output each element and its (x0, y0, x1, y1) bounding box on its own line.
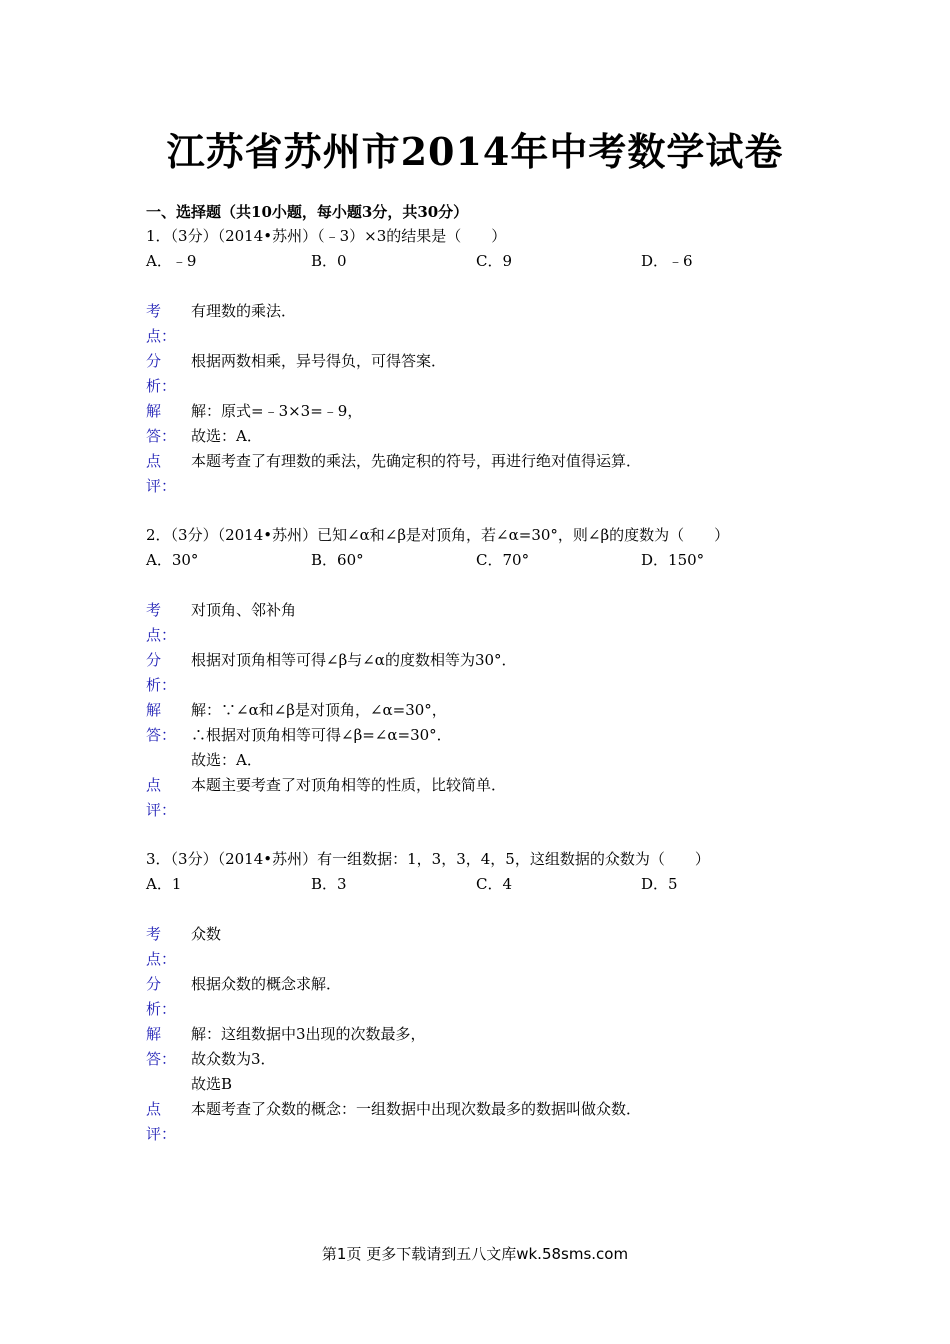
option-d: D．5 (641, 875, 678, 893)
block-label: 分 析： (146, 352, 177, 395)
option-a: A．1 (146, 875, 182, 893)
option-c: C．9 (476, 252, 513, 270)
block-text: 本题考查了有理数的乘法，先确定积的符号，再进行绝对值得运算． (191, 452, 642, 470)
option-b: B．60° (311, 551, 364, 569)
kaodian-block (146, 598, 846, 648)
fenxi-block (146, 349, 846, 399)
block-label: 解 答： (146, 701, 177, 744)
block-label: 解 答： (146, 402, 177, 445)
option-b: B．0 (311, 252, 347, 270)
block-label: 解 答： (146, 1025, 177, 1068)
block-text: ∴根据对顶角相等可得∠β=∠α=30°． (191, 726, 452, 744)
option-c: C．4 (476, 875, 513, 893)
question-3 (146, 847, 846, 1147)
kaodian-block (146, 299, 846, 349)
page-title: 江苏省苏州市2014年中考数学试卷 (166, 129, 784, 174)
block-text: 解：∵∠α和∠β是对顶角，∠α=30°， (191, 701, 447, 719)
fenxi-block (146, 648, 846, 698)
block-label: 考 点： (146, 302, 177, 345)
block-label: 点 评： (146, 452, 177, 495)
question-stem: 3．（3分）（2014•苏州）有一组数据：1，3，3，4，5，这组数据的众数为（ ） (146, 850, 710, 868)
block-text: 故众数为3． (191, 1050, 276, 1068)
options (146, 548, 846, 573)
dianping-block (146, 773, 846, 823)
block-text: 对顶角、邻补角 (191, 601, 297, 619)
block-text: 根据两数相乘，异号得负，可得答案． (191, 352, 447, 370)
option-a: A．30° (146, 551, 199, 569)
question-2 (146, 523, 846, 823)
question-stem: 1．（3分）（2014•苏州）（﹣3）×3的结果是（ ） (146, 227, 507, 245)
section-heading: 一、选择题（共10小题，每小题3分，共30分） (146, 203, 469, 221)
block-label: 分 析： (146, 975, 177, 1018)
page-footer: 第1页 更多下载请到五八文库wk.58sms.com (321, 1245, 629, 1263)
jieda-block (146, 399, 846, 449)
block-label: 点 评： (146, 776, 177, 819)
kaodian-block (146, 922, 846, 972)
block-text: 本题主要考查了对顶角相等的性质，比较简单． (191, 776, 507, 794)
question-stem: 2．（3分）（2014•苏州）已知∠α和∠β是对顶角，若∠α=30°，则∠β的度数为（ ） (146, 526, 730, 544)
option-b: B．3 (311, 875, 347, 893)
dianping-block (146, 449, 846, 499)
block-text: 解：原式=﹣3×3=﹣9， (191, 402, 363, 420)
option-a: A．﹣9 (146, 252, 197, 270)
block-text: 故选B (191, 1075, 233, 1093)
block-text: 根据对顶角相等可得∠β与∠α的度数相等为30°． (191, 651, 517, 669)
option-c: C．70° (476, 551, 530, 569)
option-d: D．﹣6 (641, 252, 693, 270)
block-text: 解：这组数据中3出现的次数最多， (191, 1025, 426, 1043)
block-label: 考 点： (146, 925, 177, 968)
block-text: 本题考查了众数的概念：一组数据中出现次数最多的数据叫做众数． (191, 1100, 642, 1118)
block-label: 分 析： (146, 651, 177, 694)
block-text: 故选：A． (191, 751, 262, 769)
block-label: 点 评： (146, 1100, 177, 1143)
block-text: 有理数的乘法． (191, 302, 297, 320)
block-text: 根据众数的概念求解． (191, 975, 342, 993)
option-d: D．150° (641, 551, 705, 569)
fenxi-block (146, 972, 846, 1022)
jieda-block (146, 1022, 846, 1097)
block-text: 众数 (191, 925, 222, 943)
dianping-block (146, 1097, 846, 1147)
block-label: 考 点： (146, 601, 177, 644)
options (146, 249, 846, 274)
question-1 (146, 224, 846, 499)
options (146, 872, 846, 897)
jieda-block (146, 698, 846, 773)
block-text: 故选：A． (191, 427, 262, 445)
